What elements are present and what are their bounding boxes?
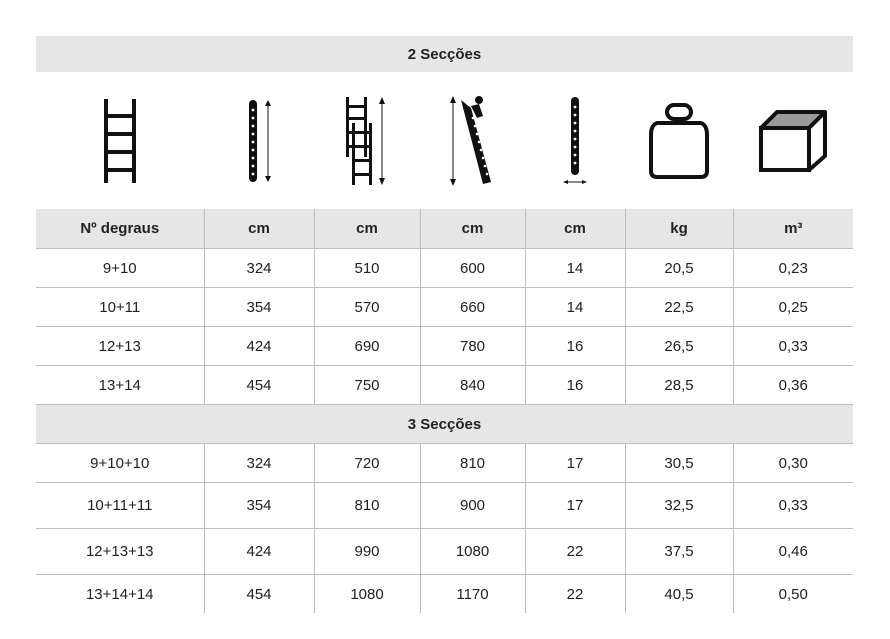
table-cell: 13+14+14 — [36, 575, 204, 614]
table-row — [36, 249, 853, 288]
table-cell: 750 — [314, 366, 420, 405]
table-cell: 26,5 — [625, 327, 733, 366]
table-cell: 570 — [314, 288, 420, 327]
table-cell: 810 — [314, 483, 420, 529]
table-cell: 20,5 — [625, 249, 733, 288]
table-cell: 810 — [420, 444, 525, 483]
column-header: Nº degraus — [36, 209, 204, 249]
table-cell: 424 — [204, 327, 314, 366]
table-cell: 17 — [525, 444, 625, 483]
table-cell: 16 — [525, 366, 625, 405]
table-cell: 424 — [204, 529, 314, 575]
table-cell: 14 — [525, 249, 625, 288]
column-header: cm — [420, 209, 525, 249]
table-cell: 0,50 — [733, 575, 853, 614]
section-title: 3 Secções — [36, 405, 853, 444]
table-cell: 0,46 — [733, 529, 853, 575]
working-height-icon — [420, 86, 525, 196]
table-cell: 16 — [525, 327, 625, 366]
table-cell: 354 — [204, 288, 314, 327]
table-cell: 990 — [314, 529, 420, 575]
table-row — [36, 483, 853, 529]
table-cell: 22,5 — [625, 288, 733, 327]
table-cell: 0,23 — [733, 249, 853, 288]
profile-width-icon — [525, 86, 625, 196]
table-cell: 12+13+13 — [36, 529, 204, 575]
table-cell: 510 — [314, 249, 420, 288]
table-cell: 900 — [420, 483, 525, 529]
table-cell: 690 — [314, 327, 420, 366]
table-cell: 9+10+10 — [36, 444, 204, 483]
table-cell: 37,5 — [625, 529, 733, 575]
section-header-3 — [36, 405, 853, 444]
table-cell: 600 — [420, 249, 525, 288]
table-header-row — [36, 209, 853, 249]
extended-length-icon — [314, 86, 420, 196]
table-cell: 30,5 — [625, 444, 733, 483]
table-cell: 454 — [204, 575, 314, 614]
table-cell: 720 — [314, 444, 420, 483]
ladder-icon — [36, 86, 204, 196]
table-row — [36, 327, 853, 366]
table-cell: 28,5 — [625, 366, 733, 405]
table-row — [36, 575, 853, 614]
table-cell: 0,25 — [733, 288, 853, 327]
weight-icon — [625, 86, 733, 196]
table-cell: 840 — [420, 366, 525, 405]
table-cell: 0,36 — [733, 366, 853, 405]
table-cell: 454 — [204, 366, 314, 405]
table-cell: 9+10 — [36, 249, 204, 288]
table-cell: 22 — [525, 575, 625, 614]
table-cell: 660 — [420, 288, 525, 327]
table-cell: 12+13 — [36, 327, 204, 366]
table-cell: 780 — [420, 327, 525, 366]
column-header: m³ — [733, 209, 853, 249]
icons-row — [36, 86, 853, 196]
table-cell: 22 — [525, 529, 625, 575]
table-cell: 324 — [204, 444, 314, 483]
table-cell: 1080 — [420, 529, 525, 575]
table-cell: 1080 — [314, 575, 420, 614]
column-header: cm — [525, 209, 625, 249]
table-cell: 10+11+11 — [36, 483, 204, 529]
table-cell: 17 — [525, 483, 625, 529]
specs-table — [36, 209, 853, 613]
closed-length-icon — [204, 86, 314, 196]
table-row — [36, 288, 853, 327]
section-title: 2 Secções — [407, 45, 482, 63]
section-header-2 — [36, 36, 853, 72]
table-cell: 32,5 — [625, 483, 733, 529]
table-cell: 13+14 — [36, 366, 204, 405]
table-cell: 0,33 — [733, 483, 853, 529]
table-cell: 324 — [204, 249, 314, 288]
column-header: cm — [314, 209, 420, 249]
table-cell: 1170 — [420, 575, 525, 614]
table-cell: 10+11 — [36, 288, 204, 327]
table-cell: 0,33 — [733, 327, 853, 366]
table-cell: 40,5 — [625, 575, 733, 614]
table-cell: 354 — [204, 483, 314, 529]
table-cell: 0,30 — [733, 444, 853, 483]
volume-icon — [733, 86, 853, 196]
table-cell: 14 — [525, 288, 625, 327]
table-row — [36, 444, 853, 483]
column-header: cm — [204, 209, 314, 249]
table-row — [36, 366, 853, 405]
column-header: kg — [625, 209, 733, 249]
table-row — [36, 529, 853, 575]
